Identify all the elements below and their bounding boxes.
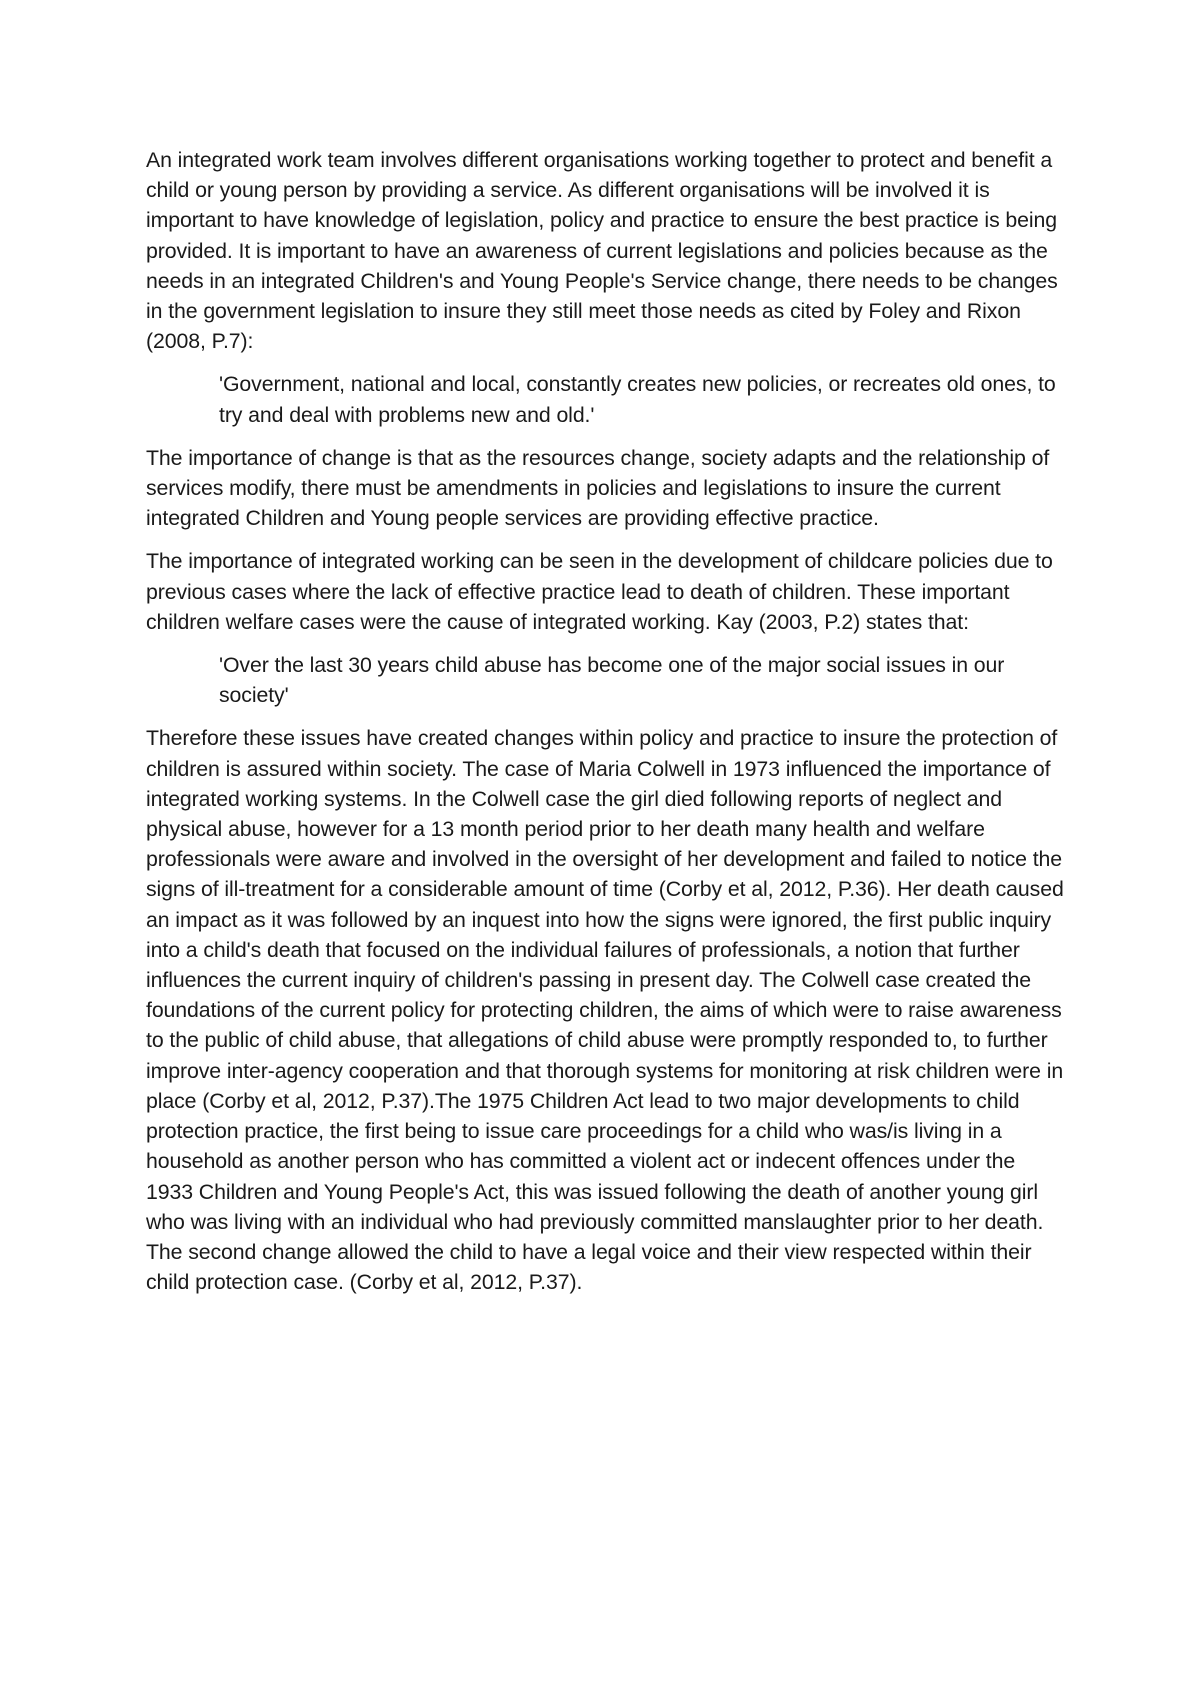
quote-foley-rixon: 'Government, national and local, constantly creates new policies, or recreates old ones, to try and deal with problems new and old.' [219, 372, 1056, 427]
paragraph-importance-of-integrated-working: The importance of integrated working can be seen in the development of childcare policies due to previous cases where the lack of effective practice lead to death of children. These important children welfare cases were the cause of integrated working. Kay (2003, P.2) states that: [146, 549, 1053, 634]
quote-kay: 'Over the last 30 years child abuse has become one of the major social issues in our society' [219, 653, 1005, 708]
paragraph-importance-of-change: The importance of change is that as the resources change, society adapts and the relationship of services modify, there must be amendments in policies and legislations to insure the current integrated Children and Young people services are providing effective practice. [146, 445, 1050, 531]
paragraph-integrated-work-team: An integrated work team involves different organisations working together to protect and benefit a child or young person by providing a service. As different organisations will be involved it is important to have knowledge of legislation, policy and practice to ensure the best practice is being provided. It is important to have an awareness of current legislations and policies because as the needs in an integrated Children's and Young People's Service change, there needs to be changes in the government legislation to insure they still meet those needs as cited by Foley and Rixon (2008, P.7): [146, 148, 1058, 354]
document-body [146, 145, 1066, 1310]
paragraph-colwell-case: Therefore these issues have created changes within policy and practice to insure the protection of children is assured within society. The case of Maria Colwell in 1973 influenced the importance of integrated working systems. In the Colwell case the girl died following reports of neglect and physical abuse, however for a 13 month period prior to her death many health and welfare professionals were aware and involved in the oversight of her development and failed to notice the signs of ill-treatment for a considerable amount of time (Corby et al, 2012, P.36). Her death caused an impact as it was followed by an inquest into how the signs were ignored, the first public inquiry into a child's death that focused on the individual failures of professionals, a notion that further influences the current inquiry of children's passing in present day. The Colwell case created the foundations of the current policy for protecting children, the aims of which were to raise awareness to the public of child abuse, that allegations of child abuse were promptly responded to, to further improve inter-agency cooperation and that thorough systems for monitoring at risk children were in place (Corby et al, 2012, P.37).The 1975 Children Act lead to two major developments to child protection practice, the first being to issue care proceedings for a child who was/is living in a household as another person who has committed a violent act or indecent offences under the 1933 Children and Young People's Act, this was issued following the death of another young girl who was living with an individual who had previously committed manslaughter prior to her death. The second change allowed the child to have a legal voice and their view respected within their child protection case. (Corby et al, 2012, P.37). [146, 726, 1064, 1295]
